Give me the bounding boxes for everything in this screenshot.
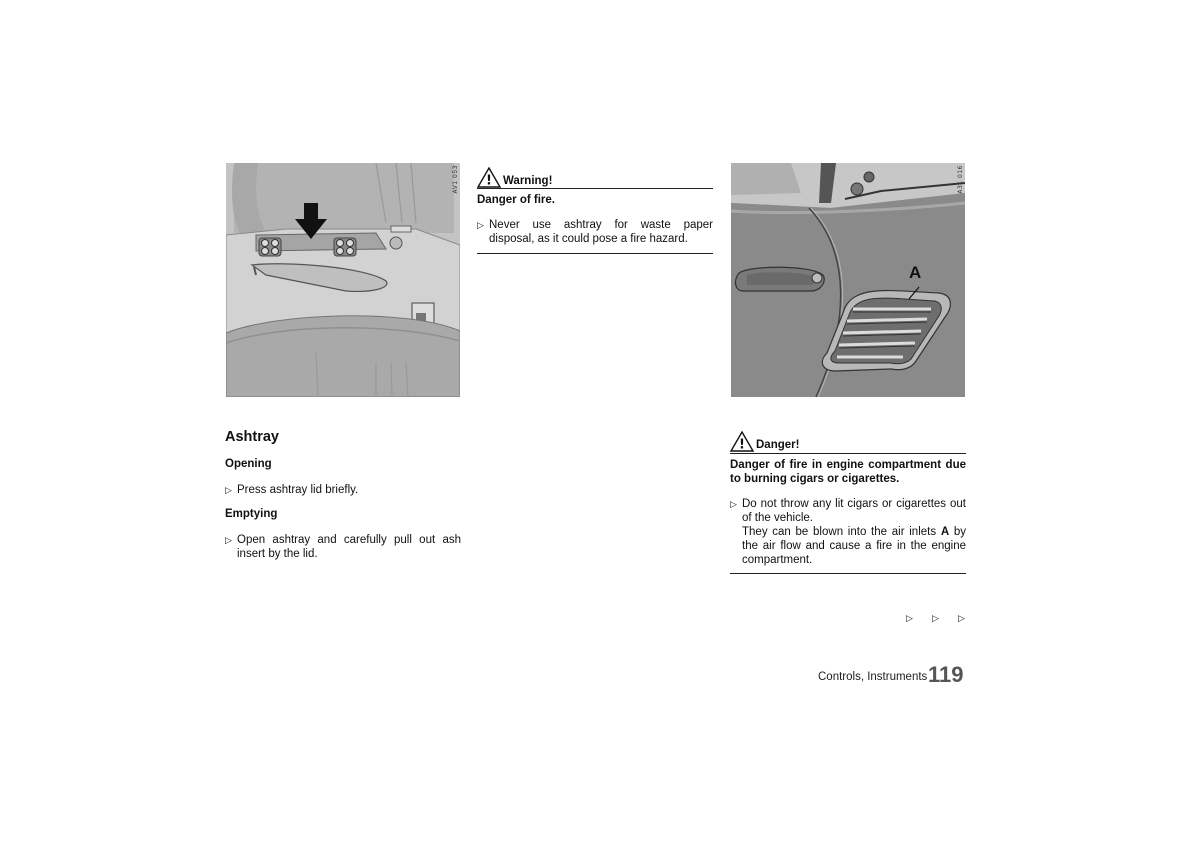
- continue-marks: [906, 608, 984, 626]
- svg-text:!: !: [486, 173, 492, 188]
- warning-title: Warning!: [503, 175, 553, 187]
- warning-bullet-item: [477, 218, 713, 248]
- opening-bullet-text: Press ashtray lid briefly.: [237, 484, 359, 496]
- danger-bullet-line2-pre: They can be blown into the air inlets: [742, 526, 941, 538]
- ashtray-figure: [226, 163, 460, 397]
- danger-top-rule: [730, 453, 966, 454]
- continue-mark-3: ▷: [958, 613, 965, 623]
- danger-bullet-body: [742, 497, 966, 567]
- warning-bottom-rule: [477, 253, 713, 254]
- callout-label-a: A: [909, 263, 922, 282]
- page-number: 119: [928, 662, 964, 687]
- emptying-bullet-text: Open ashtray and carefully pull out ash insert by the lid.: [237, 534, 461, 560]
- danger-title: Danger!: [756, 439, 800, 451]
- figure-code-left: AV1 053: [452, 165, 459, 194]
- continue-mark-2: ▷: [932, 613, 939, 623]
- svg-text:!: !: [739, 437, 745, 452]
- emptying-bullet-item: [225, 533, 461, 563]
- danger-bottom-rule: [730, 573, 966, 574]
- danger-bullet-line1: Do not throw any lit cigars or cigarettes out of the vehicle.: [742, 498, 966, 524]
- bullet-triangle-icon: ▷: [730, 499, 737, 509]
- danger-triangle-icon: [730, 431, 754, 452]
- opening-heading: Opening: [225, 458, 272, 470]
- section-title: Ashtray: [225, 429, 279, 445]
- danger-lead: Danger of fire in engine compartment due to burning cigars or cigarettes.: [730, 459, 966, 485]
- footer-section-name: Controls, Instruments: [818, 671, 928, 683]
- car-side-illustration: [731, 163, 965, 397]
- air-inlet-figure: [731, 163, 965, 397]
- danger-bullet-item: [730, 497, 966, 569]
- warning-lead: Danger of fire.: [477, 194, 555, 206]
- bullet-triangle-icon: ▷: [477, 220, 484, 230]
- danger-bullet-line2-post: by the air flow and cause a fire in the engine compartment.: [742, 526, 967, 566]
- warning-top-rule: [477, 188, 713, 189]
- bullet-triangle-icon: ▷: [225, 485, 232, 495]
- bullet-triangle-icon: ▷: [225, 535, 232, 545]
- warning-heading: [477, 167, 552, 188]
- warning-triangle-icon: [477, 167, 501, 188]
- danger-bullet-line2-bold: A: [940, 526, 950, 538]
- figure-code-right: A31 016: [957, 165, 964, 194]
- warning-bullet-text: Never use ashtray for waste paper disposal, as it could pose a fire hazard.: [489, 219, 713, 245]
- continue-mark-1: ▷: [906, 613, 913, 623]
- emptying-heading: Emptying: [225, 508, 278, 520]
- opening-bullet-item: [225, 483, 461, 499]
- danger-bullet-line2: [742, 525, 966, 567]
- console-ashtray-illustration: [226, 163, 460, 397]
- danger-heading: [730, 431, 799, 452]
